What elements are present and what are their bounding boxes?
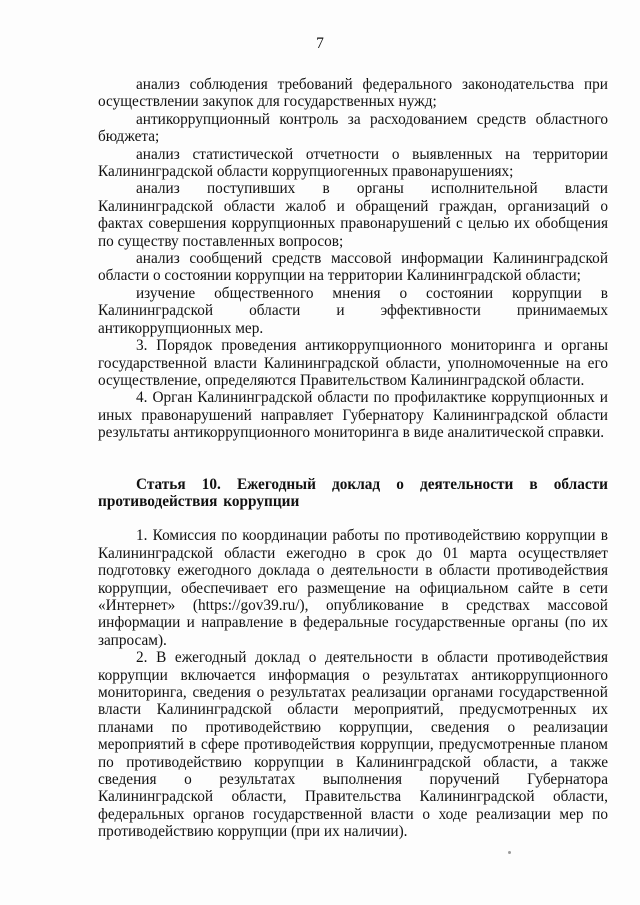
article-10-clause-1: 1. Комиссия по координации работы по противодействию коррупции в Калининградской области ежегодно в срок до 01 марта осуществляет подготовку ежегодного доклада о деятельности в области противодействия коррупции, обеспечивает его размещение на официальном сайте в сети «Интернет» (https://gov39.ru/), опубликование в средствах массовой информации и направление в федеральные государственные органы (по их запросам).	[98, 527, 608, 649]
list-item-media-analysis: анализ сообщений средств массовой информации Калининградской области о состоянии коррупции на территории Калининградской области;	[98, 250, 608, 285]
scan-artifact-dot	[508, 851, 511, 854]
article-10-heading: Статья 10. Ежегодный доклад о деятельности в области противодействия коррупции	[98, 475, 608, 510]
clause-4-analytical-report: 4. Орган Калининградской области по профилактике коррупционных и иных правонарушений направляет Губернатору Калининградской области результаты антикоррупционного мониторинга в виде аналитической справки.	[98, 389, 608, 442]
monitoring-list	[98, 76, 608, 442]
section-spacer	[98, 442, 608, 476]
list-item-complaints-analysis: анализ поступивших в органы исполнительной власти Калининградской области жалоб и обращений граждан, организаций о фактах совершения коррупционных правонарушений с целью их обобщения по существу поставленных вопросов;	[98, 180, 608, 250]
page-content	[98, 76, 608, 841]
list-item-procurement-analysis: анализ соблюдения требований федерального законодательства при осуществлении закупок для государственных нужд;	[98, 76, 608, 111]
clause-3-monitoring-procedure: 3. Порядок проведения антикоррупционного мониторинга и органы государственной власти Калининградской области, уполномоченные на его осуществление, определяются Правительством Калининградской области.	[98, 337, 608, 389]
list-item-public-opinion: изучение общественного мнения о состоянии коррупции в Калининградской области и эффективности принимаемых антикоррупционных мер.	[98, 284, 608, 337]
page-number: 7	[316, 35, 324, 52]
article-10-body	[98, 527, 608, 840]
list-item-budget-control: антикоррупционный контроль за расходованием средств областного бюджета;	[98, 110, 608, 146]
list-item-statistics-analysis: анализ статистической отчетности о выявленных на территории Калининградской области коррупциогенных правонарушениях;	[98, 145, 608, 181]
heading-spacer	[98, 510, 608, 527]
article-10-clause-2: 2. В ежегодный доклад о деятельности в области противодействия коррупции включается информация о результатах антикоррупционного мониторинга, сведения о результатах реализации органами государственной власти Калининградской области мероприятий, предусмотренных их планами по противодействию коррупции, сведения о реализации мероприятий в сфере противодействия коррупции, предусмотренные планом по противодействию коррупции в Калининградской области, а также сведения о результатах выполнения поручений Губернатора Калининградской области, Правительства Калининградской области, федеральных органов государственной власти о ходе реализации мер по противодействию коррупции (при их наличии).	[98, 649, 608, 841]
